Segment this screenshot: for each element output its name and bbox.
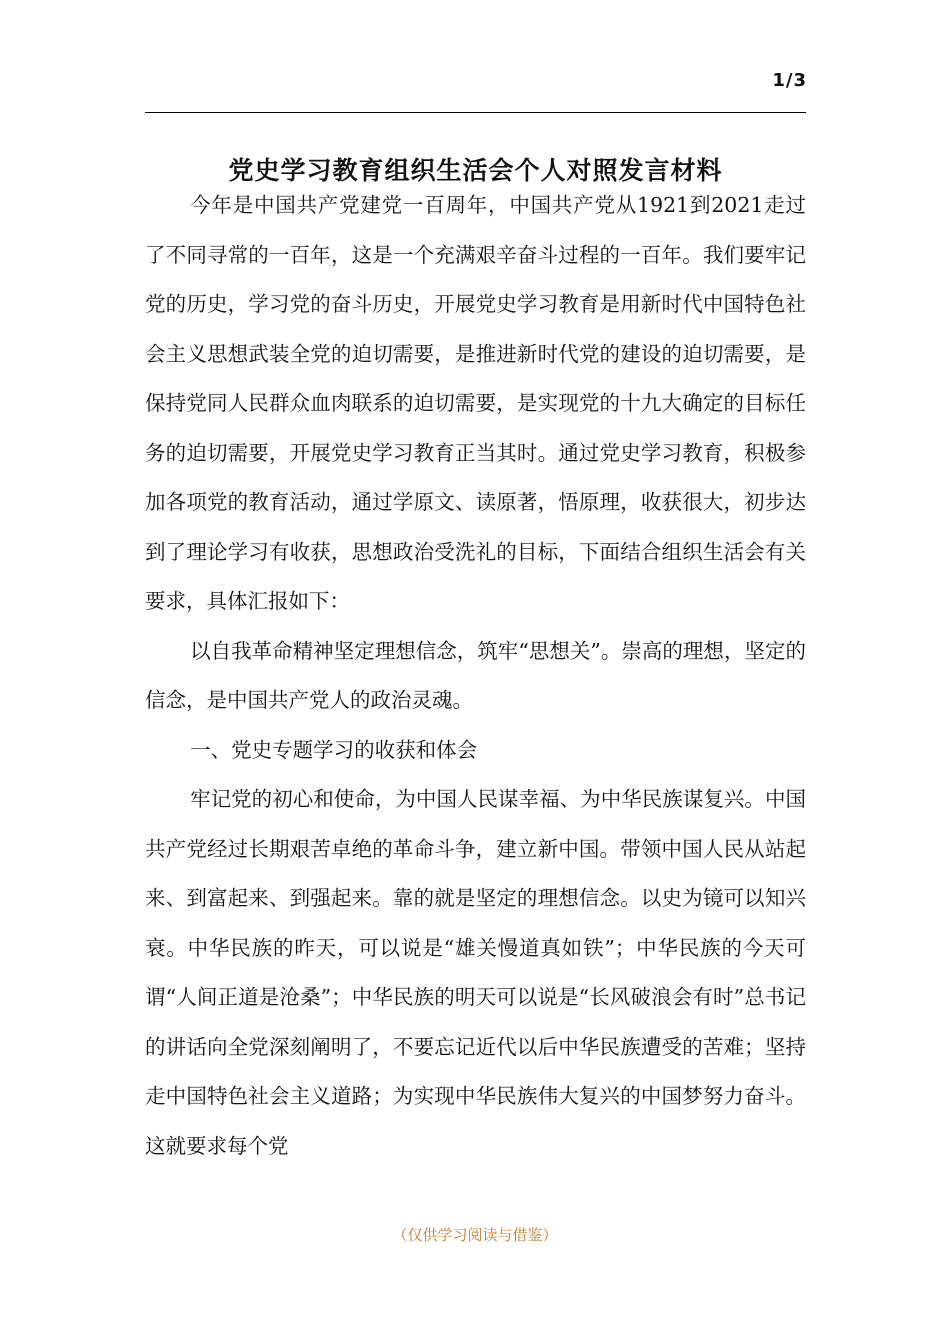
- document-body: [145, 181, 806, 1171]
- section-heading-1: 一、党史专题学习的收获和体会: [190, 737, 478, 762]
- paragraph-intro: 今年是中国共产党建党一百周年，中国共产党从1921到2021走过了不同寻常的一百年，这是一个充满艰辛奋斗过程的一百年。我们要牢记党的历史，学习党的奋斗历史，开展党史学习教育是用新时代中国特色社会主义思想武装全党的迫切需要，是推进新时代党的建设的迫切需要，是保持党同人民群众血肉联系的迫切需要，是实现党的十九大确定的目标任务的迫切需要，开展党史学习教育正当其时。通过党史学习教育，积极参加各项党的教育活动，通过学原文、读原著，悟原理，收获很大，初步达到了理论学习有收获，思想政治受洗礼的目标，下面结合组织生活会有关要求，具体汇报如下：: [145, 193, 806, 613]
- document-title: 党史学习教育组织生活会个人对照发言材料: [228, 155, 723, 185]
- header-divider: [145, 112, 806, 113]
- paragraph-ideals: 以自我革命精神坚定理想信念，筑牢“思想关”。崇高的理想，坚定的信念，是中国共产党人的政治灵魂。: [145, 638, 806, 712]
- footer-note: （仅供学习阅读与借鉴）: [392, 1226, 558, 1244]
- paragraph-mission: 牢记党的初心和使命，为中国人民谋幸福、为中华民族谋复兴。中国共产党经过长期艰苦卓绝的革命斗争，建立新中国。带领中国人民从站起来、到富起来、到强起来。靠的就是坚定的理想信念。以史为镜可以知兴衰。中华民族的昨天，可以说是“雄关慢道真如铁”；中华民族的今天可谓“人间正道是沧桑”；中华民族的明天可以说是“长风破浪会有时”总书记的讲话向全党深刻阐明了，不要忘记近代以后中华民族遭受的苦难；坚持走中国特色社会主义道路；为实现中华民族伟大复兴的中国梦努力奋斗。这就要求每个党: [145, 787, 806, 1158]
- page-number: 1/3: [772, 70, 807, 91]
